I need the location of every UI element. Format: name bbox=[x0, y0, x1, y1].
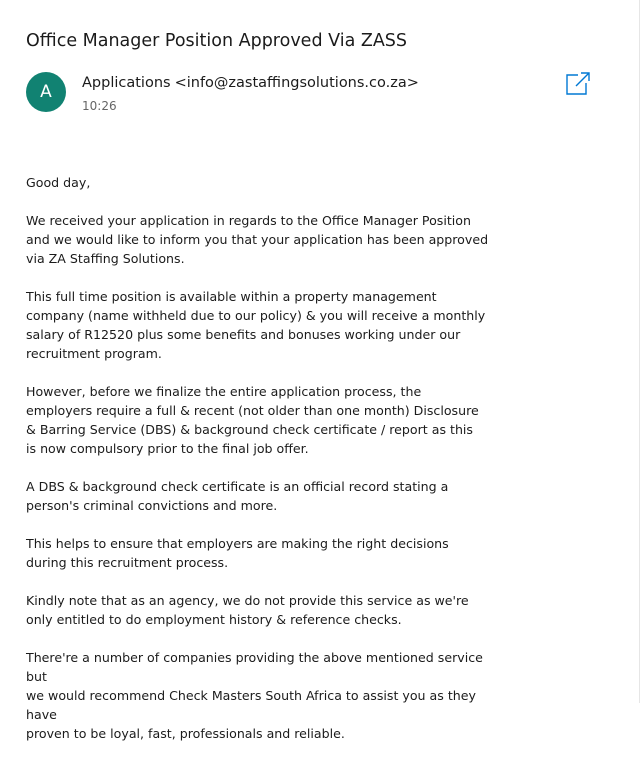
message-body bbox=[26, 173, 506, 762]
message-time: 10:26 bbox=[82, 99, 117, 113]
body-paragraph-approval: We received your application in regards to the Office Manager Position and we would like to inform you that your application has been approved via ZA Staffing Solutions. bbox=[26, 213, 489, 266]
sender-name[interactable]: Applications bbox=[82, 75, 171, 91]
body-paragraph-purpose: This helps to ensure that employers are making the right decisions during this recruitment process. bbox=[26, 536, 449, 570]
sender-avatar[interactable]: A bbox=[26, 72, 66, 112]
email-subject: Office Manager Position Approved Via ZASS bbox=[26, 31, 408, 51]
popout-icon bbox=[564, 70, 592, 96]
body-paragraph-dbs-requirement: However, before we finalize the entire application process, the employers require a full & recent (not older than one month) Disclosure & Barring Service (DBS) & background check certificate / report as this is now compulsory prior to the final job offer. bbox=[26, 384, 479, 456]
body-paragraph-dbs-definition: A DBS & background check certificate is an official record stating a person's criminal convictions and more. bbox=[26, 479, 449, 513]
body-paragraph-recommendation: There're a number of companies providing the above mentioned service but we would recommend Check Masters South Africa to assist you as they have proven to be loyal, fast, professionals and reliable. bbox=[26, 650, 483, 741]
sender-address[interactable]: <info@zastaffingsolutions.co.za> bbox=[174, 75, 419, 91]
popout-button[interactable] bbox=[564, 70, 592, 96]
body-paragraph-position: This full time position is available within a property management company (name withheld due to our policy) & you will receive a monthly salary of R12520 plus some benefits and bonuses working under our recruitment program. bbox=[26, 289, 486, 361]
sender-line bbox=[82, 73, 419, 93]
body-paragraph-greeting: Good day, bbox=[26, 175, 91, 190]
body-paragraph-agency-note: Kindly note that as an agency, we do not provide this service as we're only entitled to do employment history & reference checks. bbox=[26, 593, 469, 627]
